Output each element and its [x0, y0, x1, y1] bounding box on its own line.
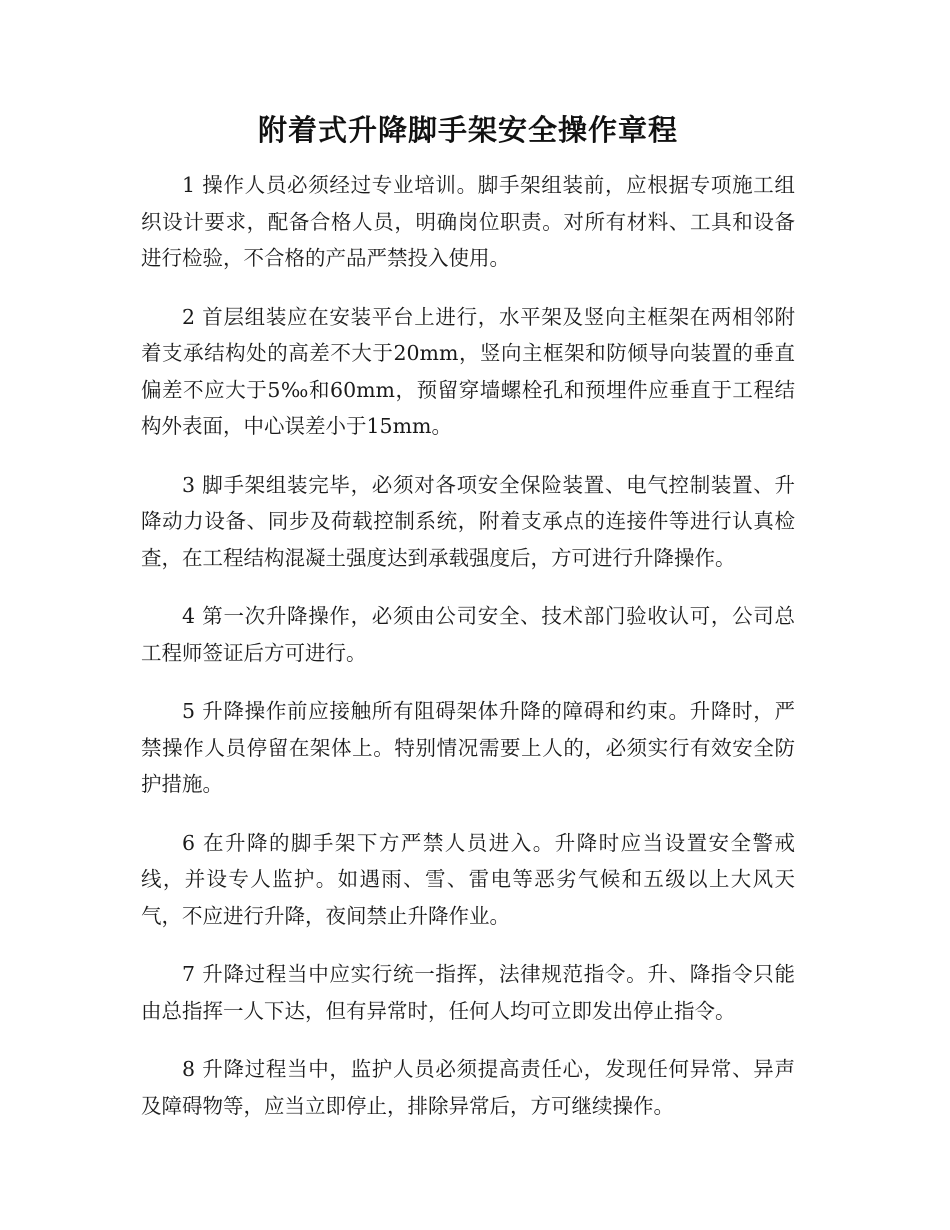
- paragraph-8: 8 升降过程当中，监护人员必须提高责任心，发现任何异常、异声及障碍物等，应当立即停止，排除异常后，方可继续操作。: [141, 1057, 795, 1118]
- paragraph-4: 4 第一次升降操作，必须由公司安全、技术部门验收认可，公司总工程师签证后方可进行。: [141, 604, 795, 665]
- paragraph-6: 6 在升降的脚手架下方严禁人员进入。升降时应当设置安全警戒线，并设专人监护。如遇雨、雪、雷电等恶劣气候和五级以上大风天气，不应进行升降，夜间禁止升降作业。: [141, 830, 795, 928]
- document-title: 附着式升降脚手架安全操作章程: [257, 113, 678, 147]
- paragraph-2: 2 首层组装应在安装平台上进行，水平架及竖向主框架在两相邻附着支承结构处的高差不大于20mm，竖向主框架和防倾导向装置的垂直偏差不应大于5‰和60mm，预留穿墙螺栓孔和预埋件应垂直于工程结构外表面，中心误差小于15mm。: [141, 304, 795, 438]
- paragraph-1: 1 操作人员必须经过专业培训。脚手架组装前，应根据专项施工组织设计要求，配备合格人员，明确岗位职责。对所有材料、工具和设备进行检验，不合格的产品严禁投入使用。: [141, 173, 795, 270]
- paragraph-3: 3 脚手架组装完毕，必须对各项安全保险装置、电气控制装置、升降动力设备、同步及荷载控制系统，附着支承点的连接件等进行认真检查，在工程结构混凝土强度达到承载强度后，方可进行升降操作。: [141, 472, 795, 570]
- paragraph-5: 5 升降操作前应接触所有阻碍架体升降的障碍和约束。升降时，严禁操作人员停留在架体上。特别情况需要上人的，必须实行有效安全防护措施。: [141, 699, 795, 796]
- paragraph-7: 7 升降过程当中应实行统一指挥，法律规范指令。升、降指令只能由总指挥一人下达，但有异常时，任何人均可立即发出停止指令。: [141, 962, 795, 1023]
